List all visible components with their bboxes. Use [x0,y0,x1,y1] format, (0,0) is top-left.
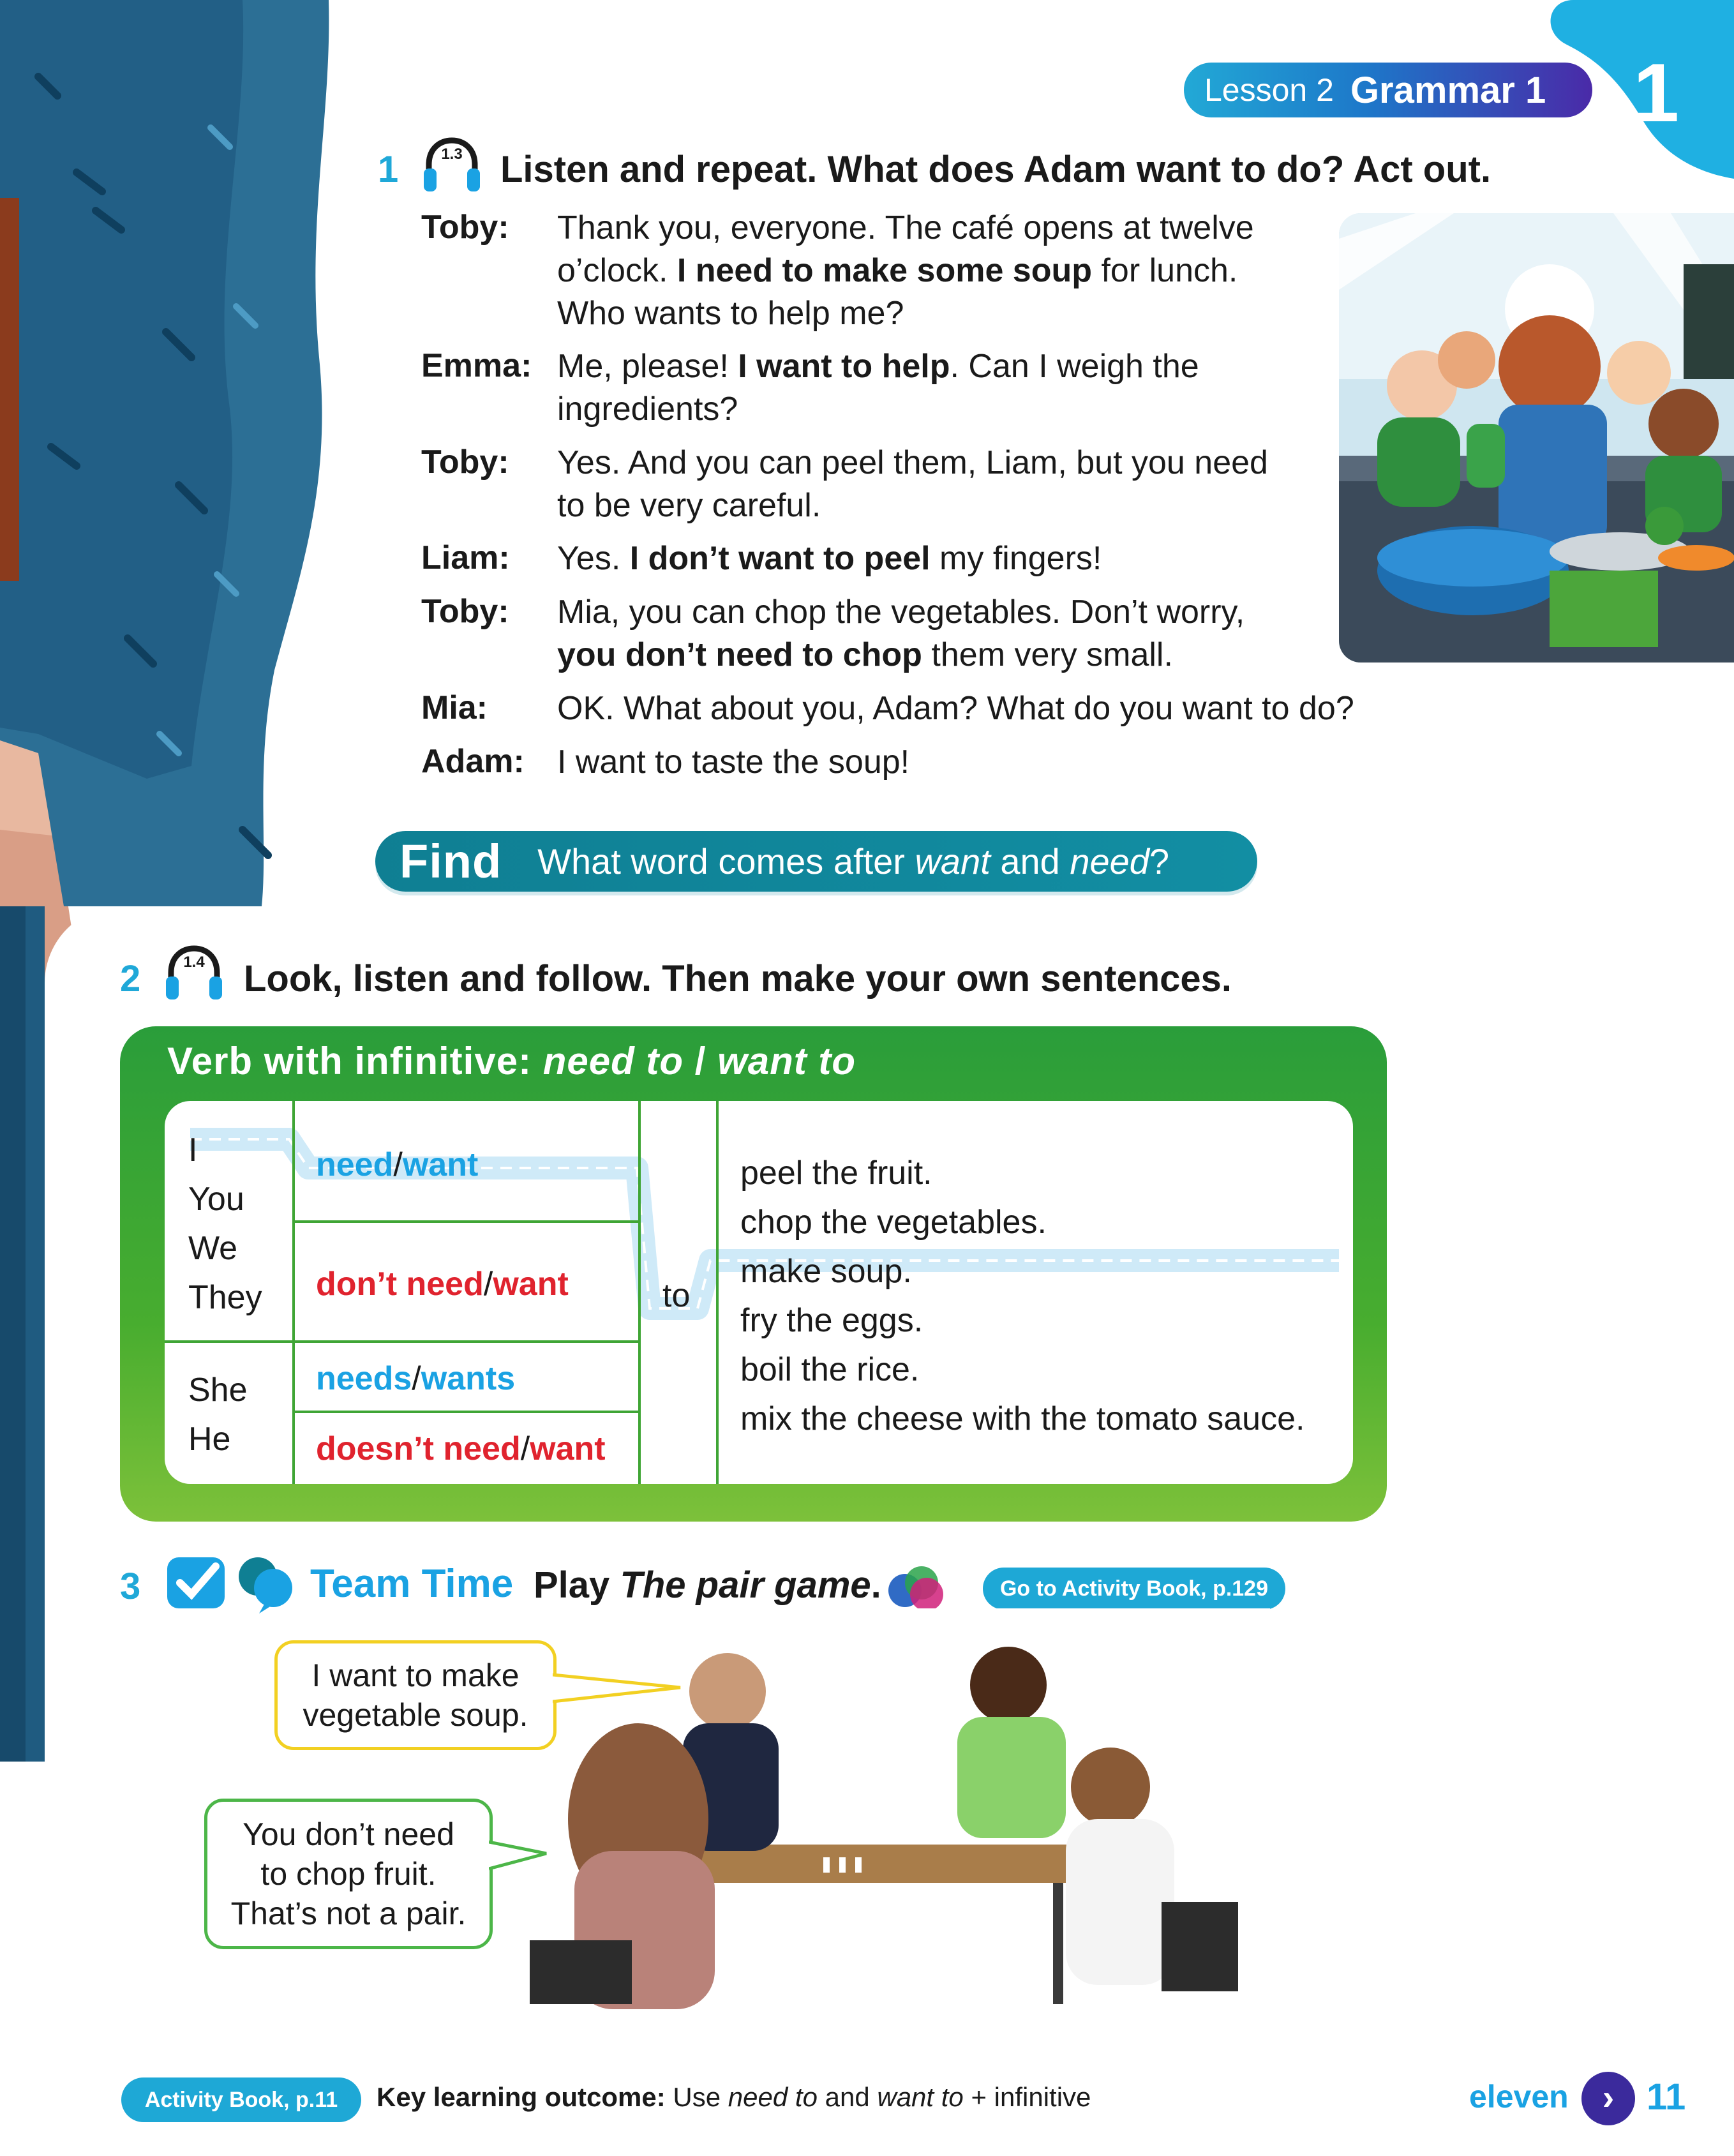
checkbox-icon [165,1555,231,1611]
table-divider [716,1101,719,1484]
speaker-label: Emma: [421,347,532,384]
completion: boil the rice. [740,1351,920,1388]
table-divider [294,1220,639,1223]
speaker-label: Toby: [421,209,509,246]
dialogue-line: I want to taste the soup! [557,744,910,781]
audio-track-number: 1.3 [441,146,463,163]
dialogue-line: Yes. And you can peel them, Liam, but you need [557,444,1268,481]
speaker-label: Adam: [421,743,525,780]
infinitive-to: to [662,1277,691,1314]
table-divider [638,1101,641,1484]
verb-form: doesn’t need/want [316,1430,606,1467]
lesson-label: Lesson 2 [1204,72,1334,108]
lesson-header [1184,63,1592,117]
speaker-label: Toby: [421,593,509,630]
unit-number: 1 [1633,46,1680,139]
find-question: What word comes after want and need? [537,841,1170,881]
bubble-tail [553,1668,687,1707]
speaker-label: Mia: [421,689,488,726]
verb-form: need/want [316,1146,479,1183]
table-divider [294,1411,639,1413]
dialogue-line: Thank you, everyone. The café opens at twelve [557,209,1254,246]
kitchen-illustration [1339,213,1734,663]
speech-bubble [204,1799,493,1949]
dialogue-line: to be very careful. [557,487,821,524]
speech-bubbles-icon [234,1551,297,1615]
speech-line: I want to make [311,1658,519,1693]
speech-line: vegetable soup. [303,1697,528,1733]
exercise-3-number: 3 [120,1566,141,1607]
completion: peel the fruit. [740,1155,932,1192]
table-divider [292,1101,295,1484]
verb-form: needs/wants [316,1360,516,1397]
audio-icon[interactable] [163,943,225,1005]
next-page-icon[interactable]: › [1581,2072,1635,2125]
page-number-word: eleven [1469,2079,1569,2115]
bubble-tail [489,1838,553,1876]
audio-icon[interactable] [421,135,482,197]
speech-bubble [274,1640,557,1750]
verb-form: don’t need/want [316,1266,569,1303]
activity-book-reference[interactable]: Activity Book, p.11 [121,2077,361,2122]
dialogue-line: Mia, you can chop the vegetables. Don’t worry, [557,594,1245,631]
exercise-2-number: 2 [120,958,141,999]
pronoun: I [188,1132,198,1169]
speech-line: You don’t need [243,1816,454,1852]
exercise-2-instruction: Look, listen and follow. Then make your own sentences. [244,958,1232,999]
team-time-label: Team Time [310,1562,514,1606]
lesson-title: Grammar 1 [1350,69,1546,111]
find-prompt [375,831,1257,892]
completion: chop the vegetables. [740,1204,1047,1241]
speech-line: That’s not a pair. [230,1896,467,1931]
exercise-3-instruction: Play The pair game. [534,1564,881,1606]
dialogue-line: you don’t need to chop them very small. [557,636,1173,673]
pronoun: We [188,1230,238,1267]
completion: make soup. [740,1253,912,1290]
dialogue-line: o’clock. I need to make some soup for lunch. [557,252,1238,289]
dialogue-line: Yes. I don’t want to peel my fingers! [557,540,1102,577]
dialogue-line: ingredients? [557,391,738,428]
grammar-box-title: Verb with infinitive: need to / want to [167,1040,856,1082]
dialogue-line: Who wants to help me? [557,295,904,332]
pronoun: She [188,1372,248,1409]
page-number: 11 [1647,2076,1686,2118]
audio-track-number: 1.4 [183,954,205,971]
key-learning-outcome: Key learning outcome: Use need to and want to + infinitive [377,2082,1091,2112]
exercise-1-number: 1 [378,149,399,190]
pronoun: He [188,1421,231,1458]
game-circles-icon [886,1564,947,1613]
completion: mix the cheese with the tomato sauce. [740,1400,1305,1437]
pronoun: You [188,1181,244,1218]
activity-book-link[interactable]: Go to Activity Book, p.129 [983,1568,1285,1610]
speaker-label: Liam: [421,539,510,576]
dialogue-line: Me, please! I want to help. Can I weigh the [557,348,1199,385]
exercise-1-instruction: Listen and repeat. What does Adam want to do? Act out. [500,149,1491,190]
dialogue-line: OK. What about you, Adam? What do you want to do? [557,690,1354,727]
pronoun: They [188,1279,262,1316]
speaker-label: Toby: [421,444,509,481]
find-label: Find [400,835,502,888]
table-divider [165,1340,639,1343]
speech-line: to chop fruit. [260,1856,437,1892]
completion: fry the eggs. [740,1302,923,1339]
